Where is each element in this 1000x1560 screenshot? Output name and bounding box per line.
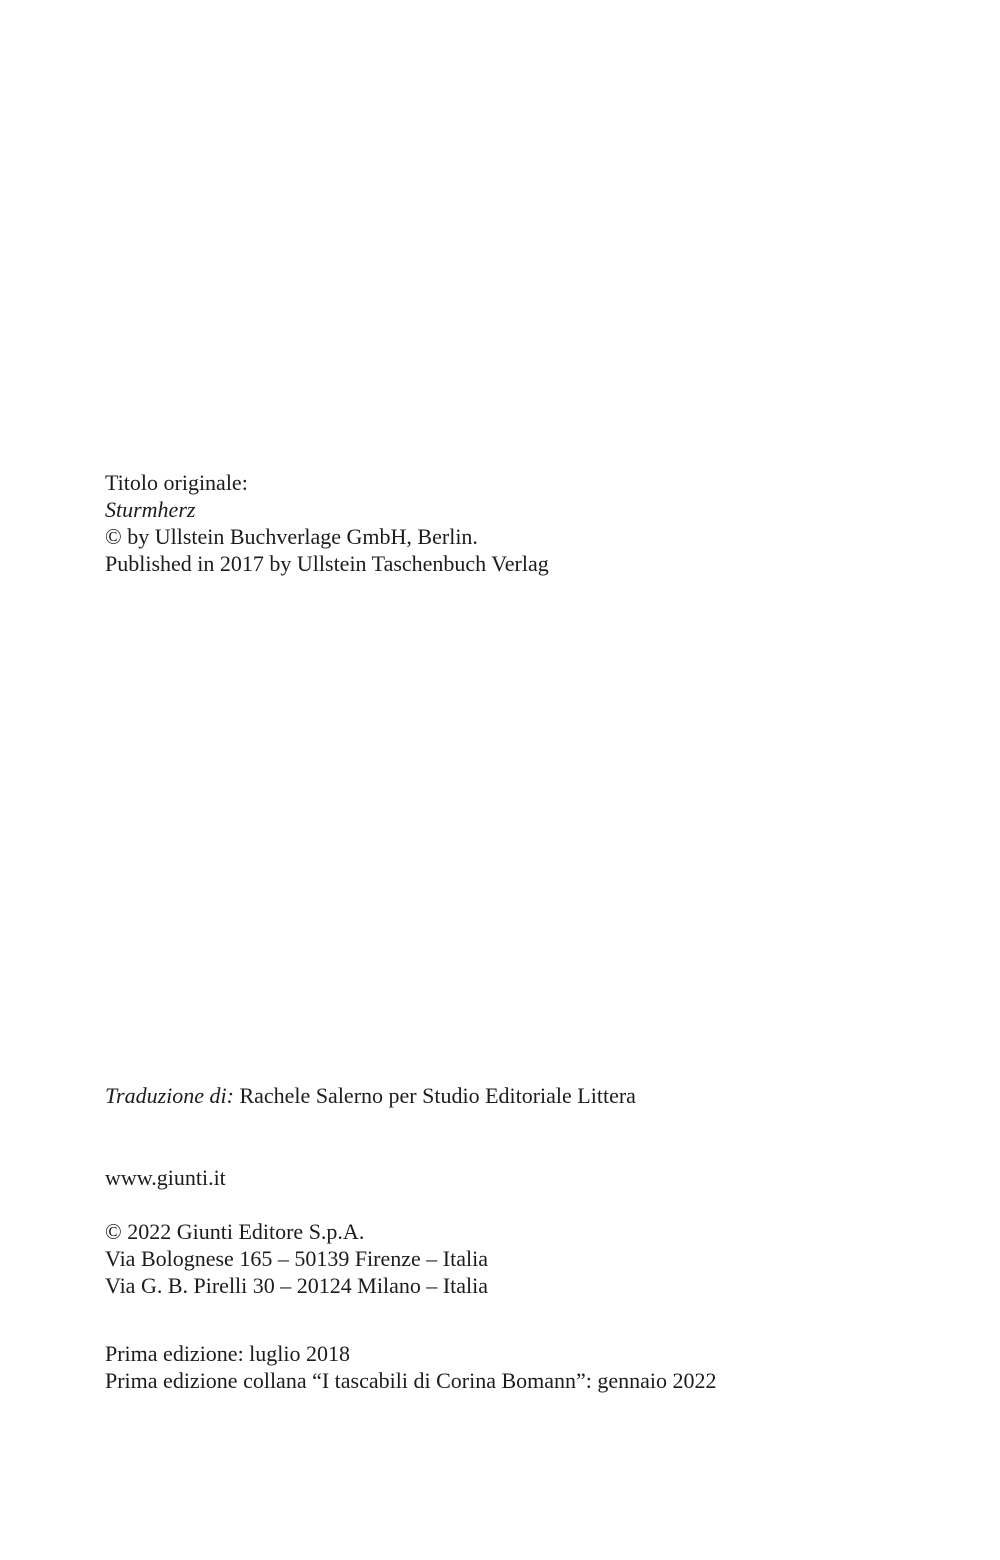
translation-credit: [105, 1082, 636, 1109]
translation-label: Traduzione di:: [105, 1083, 234, 1108]
original-publication: Published in 2017 by Ullstein Taschenbuch Verlag: [105, 551, 549, 576]
original-title-label: Titolo originale:: [105, 470, 248, 495]
first-edition: Prima edizione: luglio 2018: [105, 1341, 351, 1366]
website-block: [105, 1164, 226, 1191]
publisher-address-milan: Via G. B. Pirelli 30 – 20124 Milano – Italia: [105, 1273, 489, 1298]
series-edition: Prima edizione collana “I tascabili di Corina Bomann”: gennaio 2022: [105, 1368, 717, 1393]
original-copyright: © by Ullstein Buchverlage GmbH, Berlin.: [105, 524, 478, 549]
publisher-copyright: © 2022 Giunti Editore S.p.A.: [105, 1219, 365, 1244]
website-url: www.giunti.it: [105, 1165, 226, 1190]
publisher-block: [105, 1218, 488, 1299]
original-title-block: [105, 469, 549, 577]
publisher-address-florence: Via Bolognese 165 – 50139 Firenze – Italia: [105, 1246, 488, 1271]
original-title: Sturmherz: [105, 497, 196, 522]
translator-name: Rachele Salerno per Studio Editoriale Littera: [233, 1083, 636, 1108]
edition-block: [105, 1340, 717, 1394]
